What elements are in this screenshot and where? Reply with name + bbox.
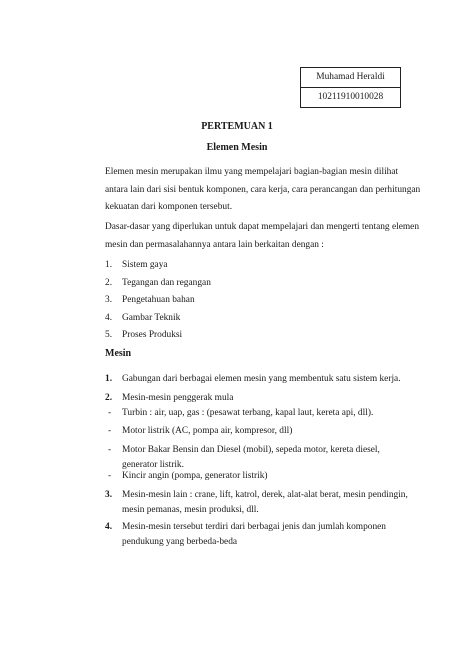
list-text: Gabungan dari berbagai elemen mesin yang membentuk satu sistem kerja. <box>122 374 401 384</box>
list-number: 3. <box>105 490 113 500</box>
basics-list <box>105 257 405 345</box>
mesin-item <box>105 520 405 550</box>
list-text: Kincir angin (pompa, generator listrik) <box>122 471 268 481</box>
list-number: 2. <box>105 393 113 403</box>
list-text: Gambar Teknik <box>122 312 181 323</box>
list-number: 4. <box>105 312 113 323</box>
mesin-item <box>105 391 405 406</box>
list-text: Turbin : air, uap, gas : (pesawat terbang, kapal laut, kereta api, dll). <box>122 408 374 418</box>
list-item <box>105 310 405 328</box>
mesin-item <box>105 488 408 518</box>
list-number: 2. <box>105 277 113 288</box>
dash-marker: - <box>108 426 112 436</box>
dash-marker: - <box>108 471 112 481</box>
basics-line: Dasar-dasar yang diperlukan untuk dapat mempelajari dan mengerti tentang elemen <box>105 222 420 232</box>
mesin-sub-item <box>108 424 408 439</box>
list-number: 5. <box>105 330 113 340</box>
intro-line: kekuatan dari komponen tersebut. <box>105 202 233 212</box>
basics-line: mesin dan permasalahannya antara lain berkaitan dengan : <box>105 239 324 250</box>
list-text: Mesin-mesin lain : crane, lift, katrol, derek, alat-alat berat, mesin pendingin, <box>122 490 408 500</box>
intro-line: Elemen mesin merupakan ilmu yang mempelajari bagian-bagian mesin dilihat <box>105 167 399 177</box>
list-item <box>105 257 405 275</box>
list-text: Motor listrik (AC, pompa air, kompresor, dll) <box>122 426 293 436</box>
list-item <box>105 275 405 293</box>
list-text: Tegangan dan regangan <box>122 277 211 288</box>
list-number: 4. <box>105 522 113 532</box>
list-number: 1. <box>105 374 113 384</box>
list-text: Motor Bakar Bensin dan Diesel (mobil), sepeda motor, kereta diesel, <box>122 445 380 455</box>
student-id-box <box>300 67 401 108</box>
list-text: Sistem gaya <box>122 260 168 270</box>
list-text: generator listrik. <box>122 459 184 470</box>
section-title-mesin: Mesin <box>105 348 132 359</box>
dash-marker: - <box>108 408 112 418</box>
list-text: Mesin-mesin tersebut terdiri dari berbagai jenis dan jumlah komponen <box>122 522 386 532</box>
intro-line: antara lain dari sisi bentuk komponen, cara kerja, cara perancangan dan perhitungan <box>105 184 421 195</box>
basics-paragraph <box>105 219 420 254</box>
list-item <box>105 292 405 310</box>
page-title: PERTEMUAN 1 <box>201 121 273 132</box>
list-text: mesin pemanas, mesin produksi, dll. <box>122 505 259 515</box>
mesin-item <box>105 372 405 387</box>
list-text: pendukung yang berbeda-beda <box>122 537 238 547</box>
dash-marker: - <box>108 445 112 455</box>
student-name: Muhamad Heraldi <box>316 72 385 82</box>
intro-paragraph <box>105 164 421 217</box>
page-subtitle: Elemen Mesin <box>206 142 268 153</box>
list-item <box>105 327 405 345</box>
list-text: Pengetahuan bahan <box>122 295 195 305</box>
list-number: 3. <box>105 295 113 305</box>
mesin-sub-item <box>108 469 408 484</box>
list-number: 1. <box>105 260 113 270</box>
student-nim: 10211910010028 <box>301 87 400 107</box>
list-text: Proses Produksi <box>122 330 183 340</box>
list-text: Mesin-mesin penggerak mula <box>122 393 234 403</box>
mesin-sub-item <box>108 406 408 421</box>
